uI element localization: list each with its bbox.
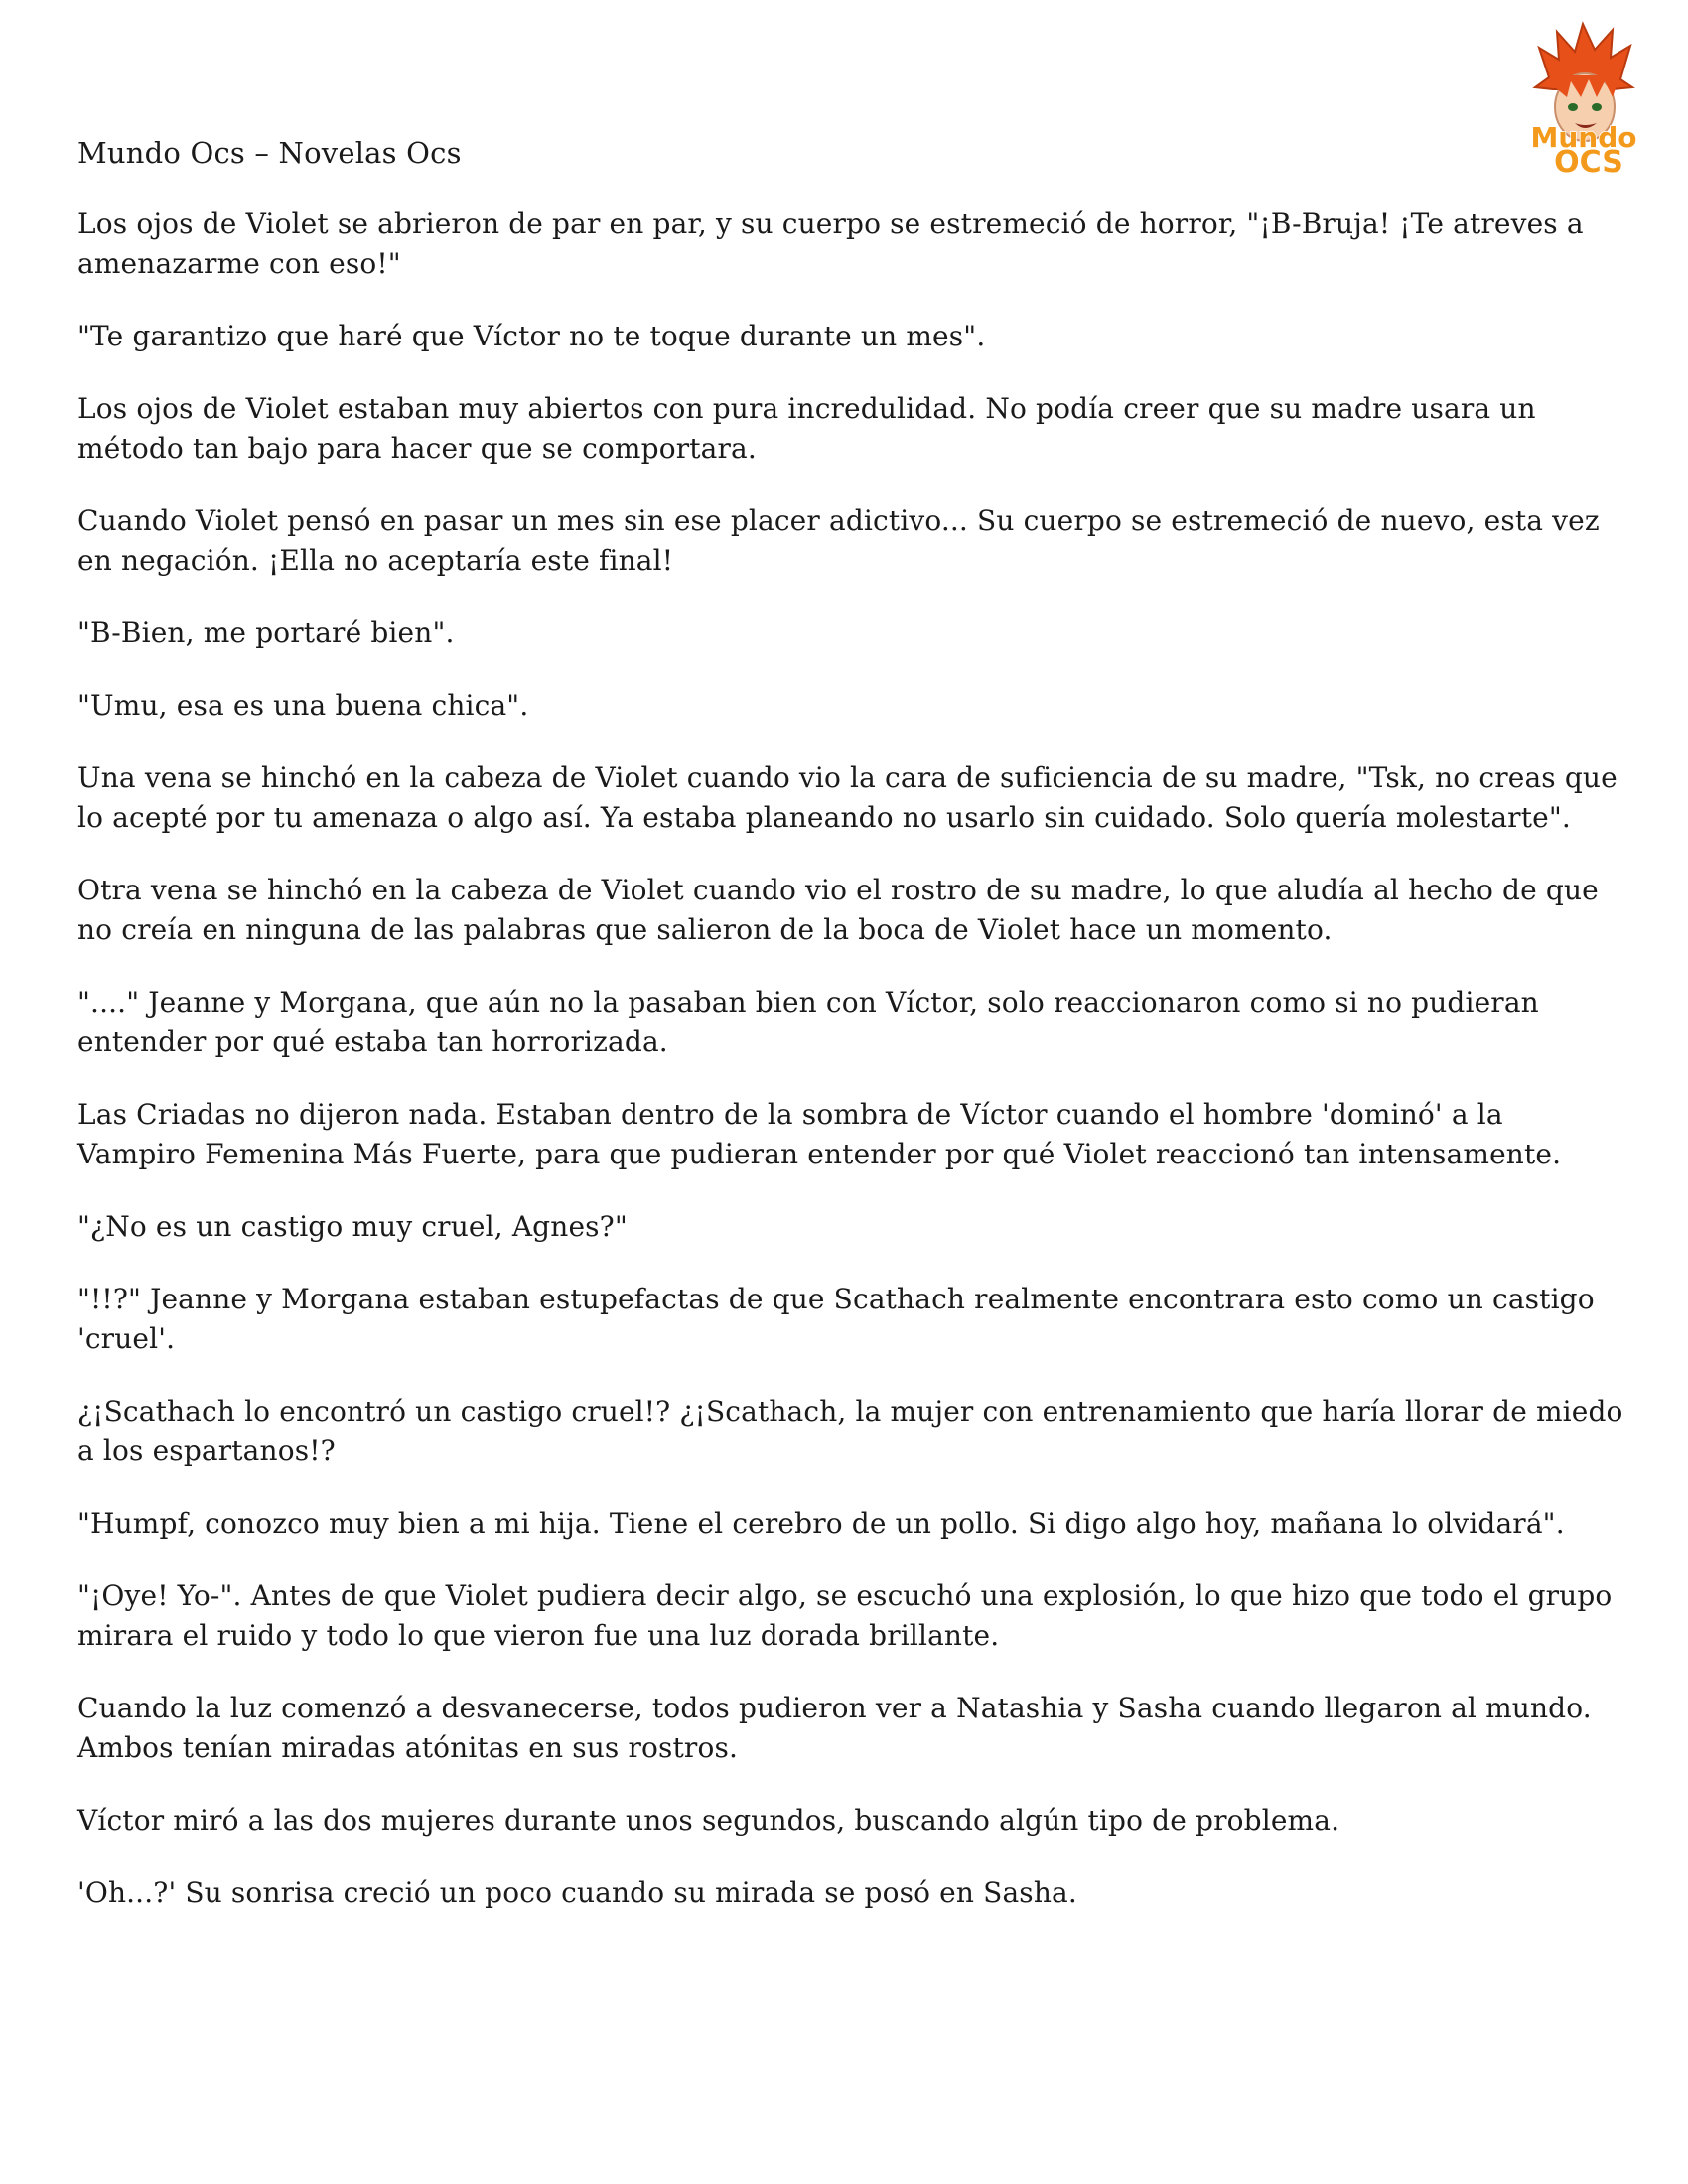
paragraph: Los ojos de Violet estaban muy abiertos con pura incredulidad. No podía creer que su madre usara un método tan bajo para hacer que se comportara. xyxy=(77,392,1536,465)
paragraph: "...." Jeanne y Morgana, que aún no la pasaban bien con Víctor, solo reaccionaron como si no pudieran entender por qué estaba tan horrorizada. xyxy=(77,986,1539,1058)
paragraph: Otra vena se hinchó en la cabeza de Violet cuando vio el rostro de su madre, lo que aludía al hecho de que no creía en ninguna de las palabras que salieron de la boca de Violet hace un momento. xyxy=(77,874,1599,946)
paragraph: Cuando Violet pensó en pasar un mes sin ese placer adictivo... Su cuerpo se estremeció de nuevo, esta vez en negación. ¡Ella no aceptaría este final! xyxy=(77,504,1600,577)
paragraph: "¿No es un castigo muy cruel, Agnes?" xyxy=(77,1210,628,1243)
logo-eye-right xyxy=(1592,103,1602,111)
paragraph: Los ojos de Violet se abrieron de par en par, y su cuerpo se estremeció de horror, "¡B-Bruja! ¡Te atreves a amenazarme con eso!" xyxy=(77,207,1584,280)
logo-text-mundo: Mundo xyxy=(1530,121,1637,154)
document-body xyxy=(77,205,1626,1946)
paragraph: 'Oh...?' Su sonrisa creció un poco cuando su mirada se posó en Sasha. xyxy=(77,1876,1077,1909)
paragraph: Víctor miró a las dos mujeres durante unos segundos, buscando algún tipo de problema. xyxy=(77,1804,1340,1837)
mundo-ocs-logo xyxy=(1509,18,1658,177)
paragraph: "!!?" Jeanne y Morgana estaban estupefactas de que Scathach realmente encontrara esto como un castigo 'cruel'. xyxy=(77,1283,1595,1355)
paragraph: "Te garantizo que haré que Víctor no te toque durante un mes". xyxy=(77,320,986,352)
paragraph: "¡Oye! Yo-". Antes de que Violet pudiera decir algo, se escuchó una explosión, lo que hizo que todo el grupo mirara el ruido y todo lo que vieron fue una luz dorada brillante. xyxy=(77,1579,1613,1652)
page-header-title: Mundo Ocs – Novelas Ocs xyxy=(77,136,462,170)
paragraph: Una vena se hinchó en la cabeza de Violet cuando vio la cara de suficiencia de su madre, "Tsk, no creas que lo acepté por tu amenaza o algo así. Ya estaba planeando no usarlo sin cuidado. Solo quería molestarte". xyxy=(77,761,1618,834)
paragraph: Cuando la luz comenzó a desvanecerse, todos pudieron ver a Natashia y Sasha cuando llegaron al mundo. Ambos tenían miradas atónitas en sus rostros. xyxy=(77,1692,1592,1764)
logo-eye-left xyxy=(1568,103,1578,111)
paragraph: "Humpf, conozco muy bien a mi hija. Tiene el cerebro de un pollo. Si digo algo hoy, mañana lo olvidará". xyxy=(77,1507,1565,1540)
paragraph: "B-Bien, me portaré bien". xyxy=(77,616,455,649)
paragraph: ¿¡Scathach lo encontró un castigo cruel!? ¿¡Scathach, la mujer con entrenamiento que haría llorar de miedo a los espartanos!? xyxy=(77,1395,1623,1467)
paragraph: Las Criadas no dijeron nada. Estaban dentro de la sombra de Víctor cuando el hombre 'dominó' a la Vampiro Femenina Más Fuerte, para que pudieran entender por qué Violet reaccionó tan intensamente. xyxy=(77,1098,1562,1170)
logo-text-ocs: OCS xyxy=(1554,145,1623,177)
paragraph: "Umu, esa es una buena chica". xyxy=(77,689,529,722)
